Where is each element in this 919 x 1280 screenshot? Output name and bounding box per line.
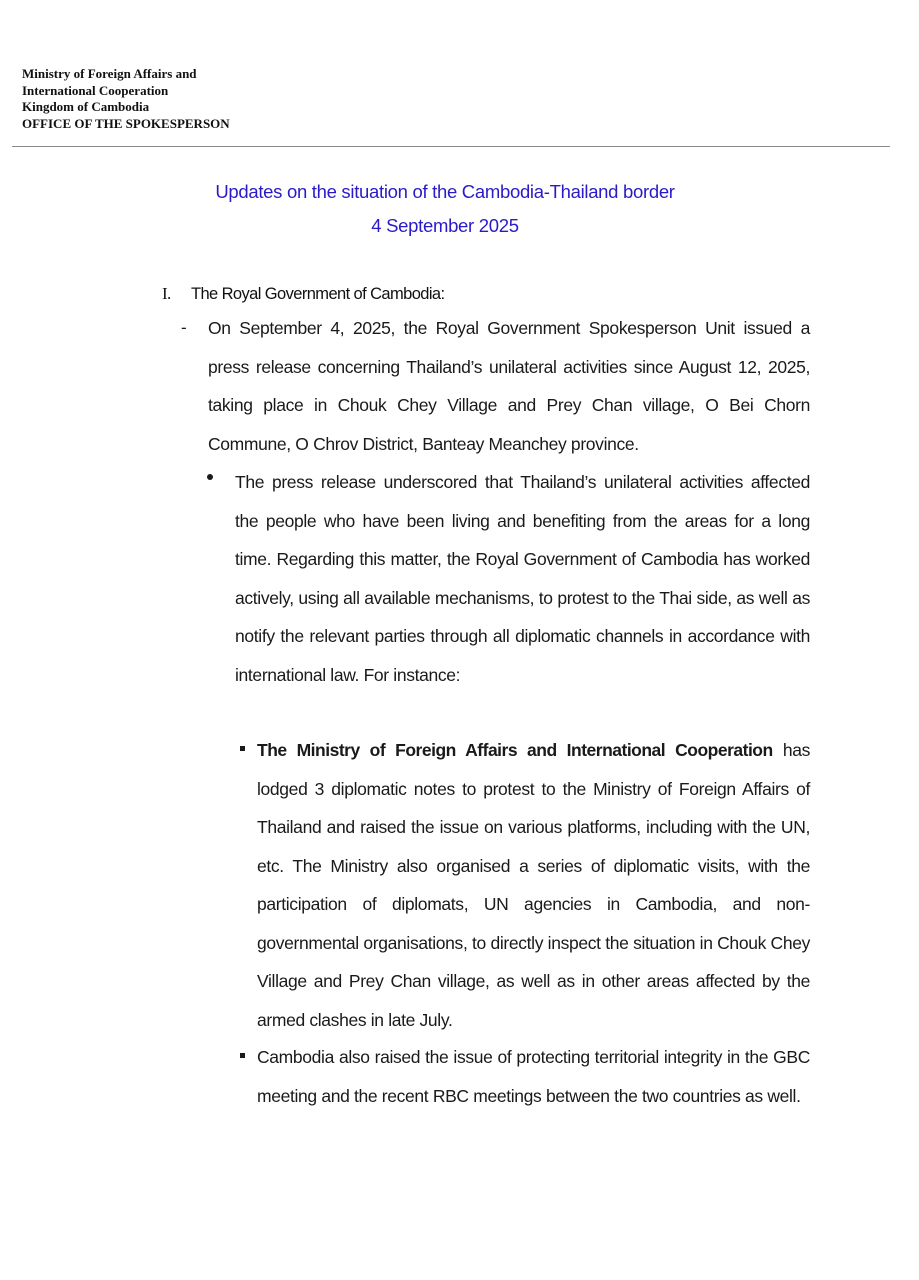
dash-paragraph [208, 309, 810, 463]
document-date: 4 September 2025 [371, 215, 519, 236]
square-bullet-icon [240, 1053, 245, 1058]
document-title: Updates on the situation of the Cambodia-Thailand border [215, 181, 675, 202]
sub-item-body: has lodged 3 diplomatic notes to protest to the Ministry of Foreign Affairs of Thailand and raised the issue on various platforms, including with the UN, etc. The Ministry also organised a series of diplomatic visits, with the participation of diplomats, UN agencies in Cambodia, and non-governmental organisations, to directly inspect the situation in Chouk Chey Village and Prey Chan village, as well as in other areas affected by the armed clashes in late July. [257, 740, 810, 1030]
sub-item-bold-lead: The Ministry of Foreign Affairs and International Cooperation [257, 740, 773, 760]
bullet-dot-icon [207, 474, 213, 480]
square-bullet-icon [240, 746, 245, 751]
bullet-paragraph [235, 463, 810, 694]
section-title: The Royal Government of Cambodia: [191, 285, 445, 303]
dash-paragraph-text: On September 4, 2025, the Royal Government Spokesperson Unit issued a press release concerning Thailand’s unilateral activities since August 12, 2025, taking place in Chouk Chey Village and Prey Chan village, O Bei Chorn Commune, O Chrov District, Banteay Meanchey province. [208, 318, 810, 454]
sub-item-text [257, 731, 810, 1039]
bullet-paragraph-text: The press release underscored that Thailand’s unilateral activities affected the people who have been living and benefiting from the areas for a long time. Regarding this matter, the Royal Government of Cambodia has worked actively, using all available mechanisms, to protest to the Thai side, as well as notify the relevant parties through all diplomatic channels in accordance with international law. For instance: [235, 472, 810, 685]
sub-item-mfaic [257, 731, 810, 1039]
sub-item-gbc-rbc [257, 1038, 810, 1115]
sub-item-text: Cambodia also raised the issue of protecting territorial integrity in the GBC meeting and the recent RBC meetings between the two countries as well. [257, 1047, 810, 1106]
header-divider [12, 146, 890, 147]
letterhead-ministry: Ministry of Foreign Affairs and [22, 66, 197, 81]
letterhead-kingdom: Kingdom of Cambodia [22, 99, 150, 114]
letterhead-office: OFFICE OF THE SPOKESPERSON [22, 115, 230, 131]
section-number: I. [162, 284, 171, 303]
section-heading [162, 284, 445, 304]
dash-marker: - [181, 318, 187, 337]
letterhead [22, 66, 230, 132]
letterhead-cooperation: International Cooperation [22, 82, 169, 98]
